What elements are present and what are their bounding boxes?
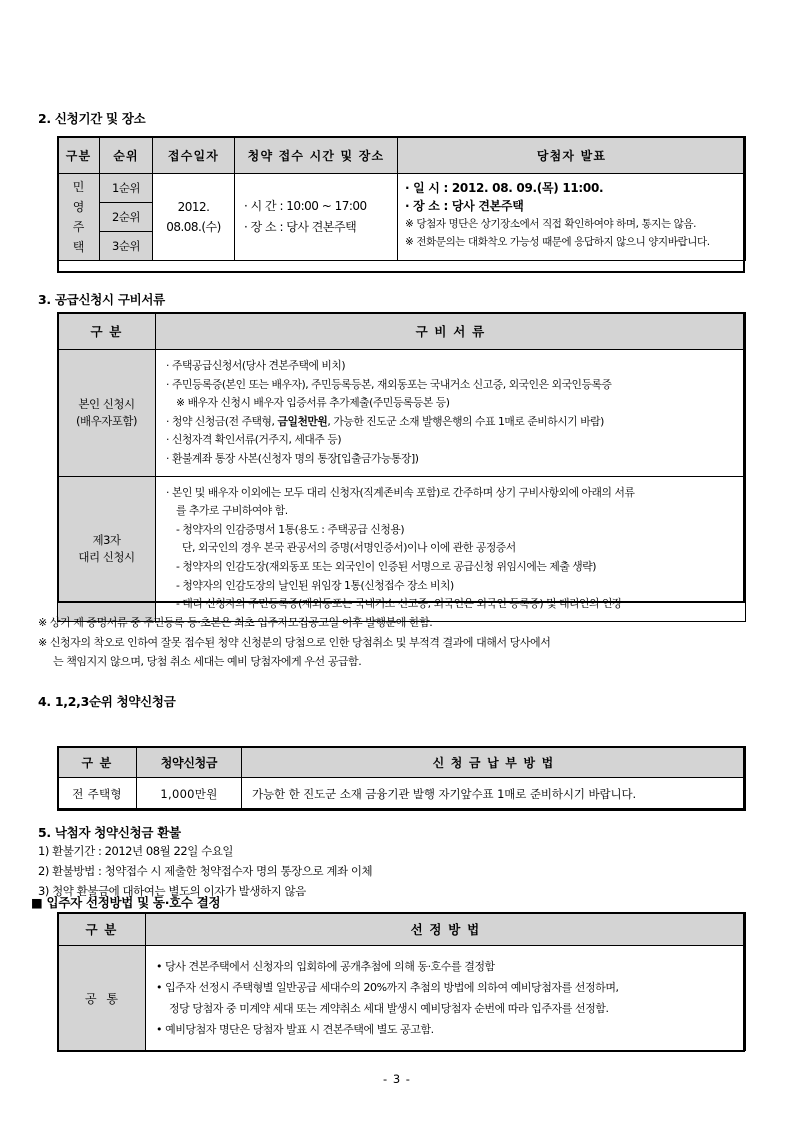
row-label-line: (배우자포함) — [75, 413, 138, 428]
receipt-date-line: 08.08.(수) — [166, 220, 221, 234]
cell-applicant-proxy — [58, 476, 156, 621]
table-row — [58, 174, 746, 203]
cell-rank-1: 1순위 — [100, 174, 153, 203]
col-header-receipt-date: 접수일자 — [153, 137, 235, 174]
note-line: 는 책임지지 않으며, 당첨 취소 세대는 예비 당첨자에게 우선 공급함. — [53, 655, 362, 668]
table-header-row — [58, 313, 746, 350]
section-heading-deposit: 4. 1,2,3순위 청약신청금 — [38, 694, 176, 709]
table-row — [58, 476, 746, 621]
schedule-table — [57, 136, 746, 261]
document-line: - 대리 신청자의 주민등록증(재외동포는 국내거소 신고증, 외국인은 외국인 등록증) 및 대리인의 인장 — [176, 597, 622, 611]
document-line: 단, 외국인의 경우 본국 관공서의 증명(서명인증서)이나 이에 관한 공정증서 — [182, 541, 516, 555]
document-line: · 환불계좌 통장 사본(신청자 명의 통장[입출금가능통장]) — [166, 451, 419, 465]
refund-list — [38, 841, 372, 901]
col-header-selection-method: 선 정 방 법 — [146, 913, 746, 946]
winner-place: · 장 소 : 당사 견본주택 — [405, 199, 524, 213]
selection-line: • 당사 견본주택에서 신청자의 입회하에 공개추첨에 의해 동·호수를 결정함 — [156, 960, 495, 973]
section-heading-selection: ■ 입주자 선정방법 및 동·호수 결정 — [31, 895, 221, 910]
cell-selection-label: 공 통 — [58, 946, 146, 1051]
selection-line: 정당 당첨자 중 미계약 세대 또는 계약취소 세대 발생시 예비당첨자 순번에 따라 입주자를 선정함. — [169, 1002, 609, 1015]
section-heading-documents: 3. 공급신청시 구비서류 — [38, 292, 165, 307]
col-header-deposit-amount: 청약신청금 — [137, 747, 242, 778]
document-line: · 주민등록증(본인 또는 배우자), 주민등록등본, 재외동포는 국내거소 신고증, 외국인은 외국인등록증 — [166, 377, 612, 391]
cell-documents-self — [156, 350, 746, 477]
cell-documents-proxy — [156, 476, 746, 621]
cell-time-place — [235, 174, 398, 261]
col-header-payment-method: 신 청 금 납 부 방 법 — [242, 747, 746, 778]
deposit-amount-emphasis: 금일천만원 — [277, 414, 328, 428]
cell-housing-type — [58, 174, 100, 261]
note-line: ※ 신청자의 착오로 인하여 잘못 접수된 청약 신청분의 당첨으로 인한 당첨취소 및 부적격 결과에 대해서 당사에서 — [38, 636, 551, 649]
section-heading-schedule: 2. 신청기간 및 장소 — [38, 111, 146, 126]
housing-type-char: 택 — [72, 240, 85, 254]
col-header-winner-announcement: 당첨자 발표 — [398, 137, 746, 174]
refund-item: 3) 청약 환불금에 대하여는 별도의 이자가 발생하지 않음 — [38, 884, 306, 898]
section-heading-refund: 5. 낙첨자 청약신청금 환불 — [38, 825, 181, 840]
row-label-line: 제3자 — [92, 532, 121, 547]
refund-item: 2) 환불방법 : 청약접수 시 제출한 청약접수자 명의 통장으로 계좌 이체 — [38, 864, 373, 878]
housing-type-char: 주 — [72, 220, 85, 234]
housing-type-char: 민 — [72, 180, 85, 194]
table-row — [58, 778, 746, 811]
table-row — [58, 350, 746, 477]
note-line: ※ 상기 제 증명서류 중 주민등록 등·초본은 최초 입주자모집공고일 이후 발행분에 한함. — [38, 616, 433, 629]
document-line: - 청약자의 인감증명서 1통(용도 : 주택공급 신청용) — [176, 522, 405, 536]
cell-applicant-self — [58, 350, 156, 477]
document-line: · 신청자격 확인서류(거주지, 세대주 등) — [166, 433, 342, 447]
table-header-row — [58, 913, 746, 946]
col-header-rank: 순위 — [100, 137, 153, 174]
cell-receipt-date — [153, 174, 235, 261]
selection-table — [57, 912, 746, 1051]
cell-rank-2: 2순위 — [100, 203, 153, 232]
document-line: ※ 배우자 신청시 배우자 입증서류 추가제출(주민등록등본 등) — [176, 396, 450, 410]
col-header-required-documents: 구 비 서 류 — [156, 313, 746, 350]
page-number: - 3 - — [383, 1072, 411, 1086]
cell-housing-type-all: 전 주택형 — [58, 778, 137, 811]
document-line: - 청약자의 인감도장(재외동포 또는 외국인이 인증된 서명으로 공급신청 위임시에는 제출 생략) — [176, 559, 597, 573]
row-label-line: 본인 신청시 — [78, 396, 135, 411]
housing-type-char: 영 — [72, 200, 85, 214]
table-header-row — [58, 747, 746, 778]
note-liability — [38, 633, 550, 671]
document-line-deposit-text: · 청약 신청금(전 주택형, 금일천만원, 가능한 진도군 소재 발행은행의 수표 1매로 준비하시기 바람) — [166, 414, 604, 428]
col-header-division: 구 분 — [58, 747, 137, 778]
deposit-table — [57, 746, 746, 811]
selection-line: • 예비당첨자 명단은 당첨자 발표 시 견본주택에 별도 공고함. — [156, 1023, 434, 1036]
col-header-division: 구 분 — [58, 313, 156, 350]
winner-note: ※ 당첨자 명단은 상기장소에서 직접 확인하여야 하며, 통지는 않음. — [405, 218, 697, 230]
row-label-line: 대리 신청시 — [78, 549, 135, 564]
time-line: · 시 간 : 10:00 ~ 17:00 — [244, 199, 367, 213]
document-line-deposit — [166, 413, 739, 432]
cell-rank-3: 3순위 — [100, 232, 153, 261]
winner-note: ※ 전화문의는 대화착오 가능성 때문에 응답하지 않으니 양지바랍니다. — [405, 236, 710, 248]
cell-deposit-amount: 1,000만원 — [137, 778, 242, 811]
receipt-date-line: 2012. — [177, 200, 210, 214]
refund-item: 1) 환불기간 : 2012년 08월 22일 수요일 — [38, 844, 234, 858]
document-line: 를 추가로 구비하여야 함. — [176, 504, 288, 518]
col-header-division: 구 분 — [58, 913, 146, 946]
cell-selection-method — [146, 946, 746, 1051]
selection-line: • 입주자 선정시 주택형별 일반공급 세대수의 20%까지 추첨의 방법에 의하여 예비당첨자를 선정하며, — [156, 981, 619, 994]
document-line: · 본인 및 배우자 이외에는 모두 대리 신청자(직계존비속 포함)로 간주하며 상기 구비사항외에 아래의 서류 — [166, 485, 635, 499]
document-line: · 주택공급신청서(당사 견본주택에 비치) — [166, 359, 346, 372]
cell-payment-method: 가능한 한 진도군 소재 금융기관 발행 자기앞수표 1매로 준비하시기 바랍니다. — [242, 778, 746, 811]
documents-table — [57, 312, 746, 622]
note-certificates — [38, 613, 432, 632]
place-line: · 장 소 : 당사 견본주택 — [244, 220, 357, 234]
table-row — [58, 946, 746, 1051]
col-header-time-place: 청약 접수 시간 및 장소 — [235, 137, 398, 174]
col-header-division: 구분 — [58, 137, 100, 174]
cell-winner-announcement — [398, 174, 746, 261]
document-line: - 청약자의 인감도장의 날인된 위임장 1통(신청접수 장소 비치) — [176, 578, 454, 592]
table-header-row — [58, 137, 746, 174]
winner-datetime: · 일 시 : 2012. 08. 09.(목) 11:00. — [405, 181, 604, 195]
